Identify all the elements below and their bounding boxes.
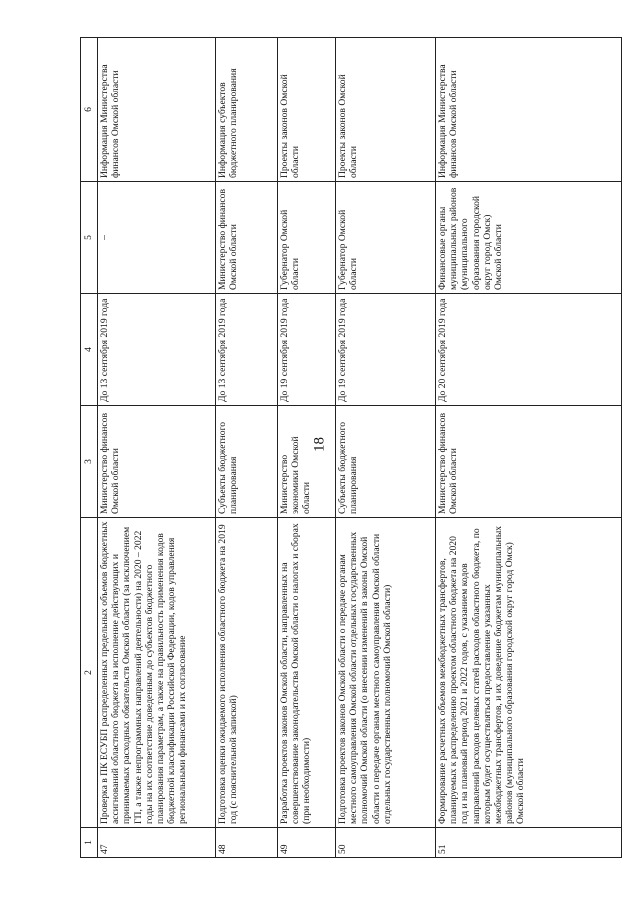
column-header: 2 <box>81 518 98 828</box>
result-cell: Информация Министерства финансов Омской области <box>436 38 622 182</box>
result-cell: Проекты законов Омской области <box>336 38 436 182</box>
table-row <box>216 38 278 858</box>
task-cell: Подготовка оценки ожидаемого исполнения областного бюджета на 2019 год (с пояснительной запиской) <box>216 518 278 828</box>
column-header: 6 <box>81 38 98 182</box>
table-row <box>336 38 436 858</box>
recipient-cell: – <box>98 182 216 294</box>
task-cell: Формирование расчетных объемов межбюджетных трансфертов, планируемых к распределению проектом областного бюджета на 2020 год и на плановый период 2021 и 2022 годов, с указанием кодов направлений расходов целевых статей расходов областного бюджета, по которым будет осуществляться предоставление указанных межбюджетных трансфертов, и их доведение бюджетам муниципальных районов (муниципального образования городской округ город Омск) Омской области <box>436 518 622 828</box>
table-row <box>98 38 216 858</box>
column-header: 4 <box>81 294 98 406</box>
row-number: 49 <box>278 828 336 858</box>
page-number: 18 <box>311 437 328 452</box>
column-header: 5 <box>81 182 98 294</box>
recipient-cell: Губернатор Омской области <box>278 182 336 294</box>
recipient-cell: Министерство финансов Омской области <box>216 182 278 294</box>
deadline-cell: До 20 сентября 2019 года <box>436 294 622 406</box>
recipient-cell: Финансовые органы муниципальных районов (муниципального образования городской округ город Омск) Омской области <box>436 182 622 294</box>
result-cell: Проекты законов Омской области <box>278 38 336 182</box>
row-number: 51 <box>436 828 622 858</box>
task-cell: Подготовка проектов законов Омской области о передаче органам местного самоуправления Омской области отдельных государственных полномочий Омской области (о внесении изменений в законы Омской области о передаче органам местного самоуправления Омской области отдельных государственных полномочий Омской области) <box>336 518 436 828</box>
responsible-cell: Министерство финансов Омской области <box>436 406 622 518</box>
column-header: 1 <box>81 828 98 858</box>
row-number: 48 <box>216 828 278 858</box>
task-cell: Разработка проектов законов Омской области, направленных на совершенствование законодательства Омской области о налогах и сборах (при необходимости) <box>278 518 336 828</box>
plan-table <box>80 37 622 858</box>
result-cell: Информация субъектов бюджетного планирования <box>216 38 278 182</box>
responsible-cell: Министерство экономики Омской области <box>278 406 336 518</box>
table-row <box>436 38 622 858</box>
recipient-cell: Губернатор Омской области <box>336 182 436 294</box>
responsible-cell: Субъекты бюджетного планирования <box>336 406 436 518</box>
deadline-cell: До 13 сентября 2019 года <box>216 294 278 406</box>
task-cell: Проверка в ПК ЕСУБП распределенных предельных объемов бюджетных ассигнований областного бюджета на исполнение действующих и принимаемых расходных обязательств Омской области (за исключением ГП, а также непрограммных направлений деятельности) на 2020 – 2022 годы на их соответствие доведенным до субъектов бюджетного планирования параметрам, а также на правильность применения кодов бюджетной классификации Российской Федерации, кодов управления региональными финансами и их согласование <box>98 518 216 828</box>
column-header: 3 <box>81 406 98 518</box>
row-number: 47 <box>98 828 216 858</box>
responsible-cell: Субъекты бюджетного планирования <box>216 406 278 518</box>
deadline-cell: До 19 сентября 2019 года <box>278 294 336 406</box>
row-number: 50 <box>336 828 436 858</box>
header-row <box>81 38 98 858</box>
rotated-table-container <box>80 38 622 858</box>
result-cell: Информация Министерства финансов Омской области <box>98 38 216 182</box>
table-row <box>278 38 336 858</box>
deadline-cell: До 19 сентября 2019 года <box>336 294 436 406</box>
responsible-cell: Министерство финансов Омской области <box>98 406 216 518</box>
deadline-cell: До 13 сентября 2019 года <box>98 294 216 406</box>
